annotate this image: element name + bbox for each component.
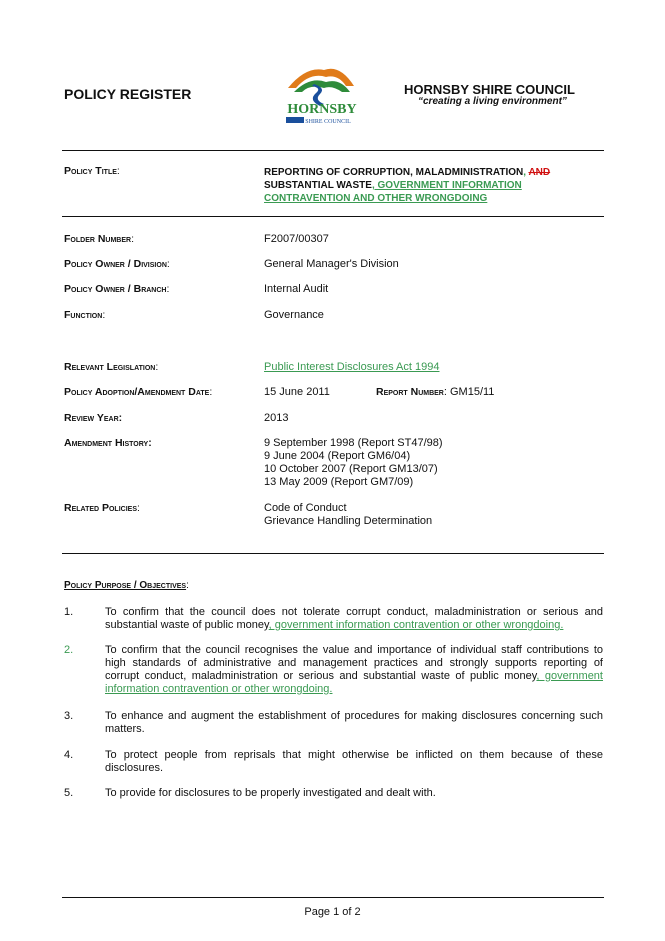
amendment-item: 9 September 1998 (Report ST47/98) — [264, 437, 443, 449]
purpose-item-2: To confirm that the council recognises the value and importance of individual staff contributions to high standards of administrative and management practices and strongly supports reporting of corrupt conduct, maladministration or serious and substantial waste of public money, government information contravention or other wrongdoing. — [105, 644, 603, 695]
council-tagline: “creating a living environment” — [418, 96, 567, 107]
purpose-item-1: To confirm that the council does not tolerate corrupt conduct, maladministration or serious and substantial waste of public money, government information contravention or other wrongdoing. — [105, 606, 603, 631]
divider-title — [62, 216, 604, 217]
amendment-history-list — [264, 437, 443, 489]
report-number-value: GM15/11 — [450, 386, 495, 398]
related-policies-label: Related Policies — [64, 502, 137, 514]
owner-branch-value: Internal Audit — [264, 283, 329, 295]
report-number-label: Report Number — [376, 386, 444, 398]
legislation-link[interactable]: Public Interest Disclosures Act 1994 — [264, 361, 440, 373]
policy-title: REPORTING OF CORRUPTION, MALADMINISTRATION, AND SUBSTANTIAL WASTE, GOVERNMENT INFORMATION CONTRAVENTION AND OTHER WRONGDOING — [264, 167, 551, 204]
logo-text: HORNSBY — [287, 102, 357, 117]
folder-number-label: Folder Number — [64, 233, 132, 245]
purpose-num-5: 5. — [64, 787, 74, 799]
purpose-num-4: 4. — [64, 749, 74, 761]
purpose-item-5: To provide for disclosures to be properly investigated and dealt with. — [105, 787, 436, 799]
divider-fields — [62, 553, 604, 554]
divider-top — [62, 150, 604, 151]
purpose-num-3: 3. — [64, 710, 74, 722]
owner-division-value: General Manager's Division — [264, 258, 399, 270]
function-value: Governance — [264, 309, 324, 321]
council-name: HORNSBY SHIRE COUNCIL — [404, 82, 575, 97]
review-year-label: Review Year: — [64, 412, 123, 424]
purpose-num-1: 1. — [64, 606, 74, 618]
divider-footer — [62, 897, 604, 898]
council-logo — [280, 60, 364, 126]
purpose-heading: Policy Purpose / Objectives — [64, 580, 187, 591]
function-label: Function — [64, 309, 103, 321]
adoption-date-label: Policy Adoption/Amendment Date — [64, 386, 210, 398]
register-title: POLICY REGISTER — [64, 86, 192, 102]
policy-title-label: Policy Title — [64, 165, 117, 177]
purpose-num-2: 2. — [64, 644, 74, 656]
purpose-item-4: To protect people from reprisals that might otherwise be inflicted on them because of these disclosures. — [105, 749, 603, 774]
amendment-item: 13 May 2009 (Report GM7/09) — [264, 476, 414, 488]
review-year-value: 2013 — [264, 412, 289, 424]
related-policies-list — [264, 502, 432, 528]
folder-number-value: F2007/00307 — [264, 233, 329, 245]
related-policy-item: Code of Conduct — [264, 502, 347, 514]
owner-branch-label: Policy Owner / Branch — [64, 283, 167, 295]
page-number: Page 1 of 2 — [304, 906, 361, 918]
adoption-date-value: 15 June 2011 — [264, 386, 330, 398]
owner-division-label: Policy Owner / Division — [64, 258, 167, 270]
purpose-item-3: To enhance and augment the establishment of procedures for making disclosures concerning such matters. — [105, 710, 603, 735]
legislation-label: Relevant Legislation — [64, 361, 156, 373]
related-policy-item: Grievance Handling Determination — [264, 515, 433, 527]
logo-subtext: SHIRE COUNCIL — [305, 119, 351, 125]
amendment-history-label: Amendment History: — [64, 437, 152, 449]
amendment-item: 9 June 2004 (Report GM6/04) — [264, 450, 411, 462]
amendment-item: 10 October 2007 (Report GM13/07) — [264, 463, 438, 475]
